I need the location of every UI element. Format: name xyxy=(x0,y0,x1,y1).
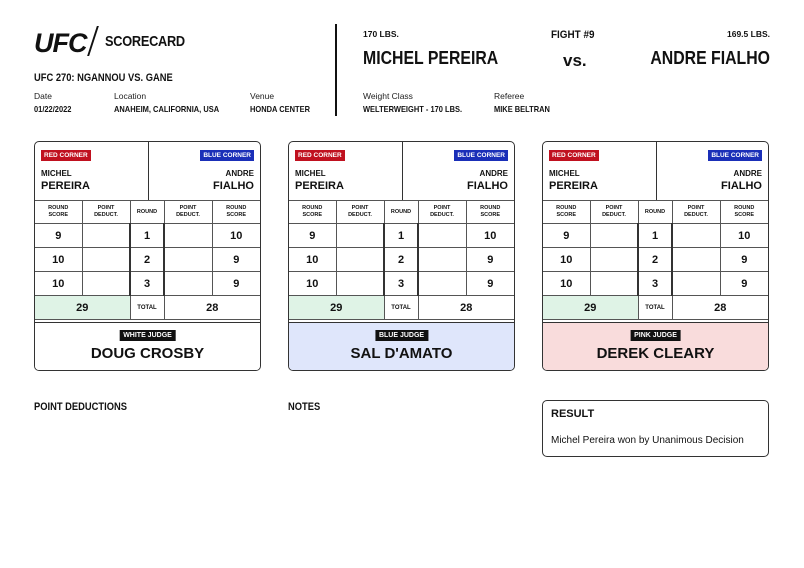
round-row xyxy=(35,272,260,296)
vs-label: vs. xyxy=(563,51,587,70)
red-point-deduction xyxy=(590,272,638,296)
total-row xyxy=(35,296,260,320)
total-row xyxy=(543,296,768,320)
blue-round-score: 10 xyxy=(466,224,514,248)
red-fighter-name: MICHEL PEREIRA xyxy=(363,48,499,68)
total-label: TOTAL xyxy=(384,296,418,320)
header-divider xyxy=(335,24,337,116)
blue-corner-badge: BLUE CORNER xyxy=(708,150,762,161)
blue-first-name: ANDRE xyxy=(733,169,762,178)
red-first-name: MICHEL xyxy=(549,169,580,178)
round-row xyxy=(35,248,260,272)
blue-total: 28 xyxy=(672,296,768,320)
total-label: TOTAL xyxy=(638,296,672,320)
venue-label: Venue xyxy=(250,91,275,101)
judge-scorecard xyxy=(288,141,515,371)
date-value: 01/22/2022 xyxy=(34,104,72,114)
red-total: 29 xyxy=(543,296,638,320)
judge-badge: BLUE JUDGE xyxy=(375,330,428,341)
round-number: 1 xyxy=(130,224,164,248)
blue-round-score: 10 xyxy=(720,224,768,248)
date-label: Date xyxy=(34,91,52,101)
blue-fighter-weight: 169.5 LBS. xyxy=(727,29,770,39)
score-table xyxy=(35,200,260,320)
blue-round-score: 9 xyxy=(212,248,260,272)
blue-point-deduction xyxy=(418,224,466,248)
notes-title: NOTES xyxy=(288,401,321,413)
red-round-score: 10 xyxy=(543,248,590,272)
red-last-name: PEREIRA xyxy=(549,180,598,192)
red-first-name: MICHEL xyxy=(295,169,326,178)
ufc-logo: UFC xyxy=(34,28,87,58)
location-label: Location xyxy=(114,91,147,101)
round-row xyxy=(543,272,768,296)
round-number: 2 xyxy=(384,248,418,272)
scorecard-title: SCORECARD xyxy=(105,33,185,50)
red-round-score: 9 xyxy=(35,224,82,248)
round-number: 2 xyxy=(130,248,164,272)
judge-scorecard xyxy=(34,141,261,371)
blue-last-name: FIALHO xyxy=(721,180,762,192)
round-row xyxy=(289,272,514,296)
red-last-name: PEREIRA xyxy=(41,180,90,192)
score-table-header xyxy=(35,201,260,224)
corner-divider xyxy=(402,142,403,200)
blue-round-score: 10 xyxy=(212,224,260,248)
round-number: 1 xyxy=(384,224,418,248)
round-header: ROUND xyxy=(130,201,164,224)
total-row xyxy=(289,296,514,320)
score-table-header xyxy=(543,201,768,224)
round-number: 3 xyxy=(130,272,164,296)
location-value: ANAHEIM, CALIFORNIA, USA xyxy=(114,104,220,114)
round-score-header: ROUND SCORE xyxy=(212,201,260,224)
red-point-deduction xyxy=(336,224,384,248)
point-deduct-header: POINT DEDUCT. xyxy=(164,201,212,224)
red-point-deduction xyxy=(82,272,130,296)
point-deduct-header: POINT DEDUCT. xyxy=(418,201,466,224)
blue-round-score: 9 xyxy=(212,272,260,296)
round-score-header: ROUND SCORE xyxy=(720,201,768,224)
judge-area xyxy=(35,322,260,371)
point-deduct-header: POINT DEDUCT. xyxy=(590,201,638,224)
red-total: 29 xyxy=(289,296,384,320)
round-number: 1 xyxy=(638,224,672,248)
blue-first-name: ANDRE xyxy=(479,169,508,178)
blue-point-deduction xyxy=(164,224,212,248)
blue-round-score: 9 xyxy=(466,248,514,272)
round-row xyxy=(35,224,260,248)
red-round-score: 10 xyxy=(35,248,82,272)
red-point-deduction xyxy=(336,272,384,296)
corner-header xyxy=(289,142,514,200)
referee-label: Referee xyxy=(494,91,525,101)
weight-class-value: WELTERWEIGHT - 170 LBS. xyxy=(363,104,463,114)
judge-area xyxy=(289,322,514,371)
score-table xyxy=(543,200,768,320)
red-total: 29 xyxy=(35,296,130,320)
blue-first-name: ANDRE xyxy=(225,169,254,178)
score-table-header xyxy=(289,201,514,224)
round-row xyxy=(289,224,514,248)
red-round-score: 9 xyxy=(289,224,336,248)
judge-badge: PINK JUDGE xyxy=(630,330,681,341)
result-title: RESULT xyxy=(551,408,595,420)
blue-last-name: FIALHO xyxy=(467,180,508,192)
round-number: 3 xyxy=(638,272,672,296)
blue-last-name: FIALHO xyxy=(213,180,254,192)
round-score-header: ROUND SCORE xyxy=(466,201,514,224)
score-table xyxy=(289,200,514,320)
red-point-deduction xyxy=(336,248,384,272)
red-round-score: 10 xyxy=(543,272,590,296)
round-header: ROUND xyxy=(384,201,418,224)
red-point-deduction xyxy=(82,248,130,272)
point-deduct-header: POINT DEDUCT. xyxy=(672,201,720,224)
round-row xyxy=(289,248,514,272)
blue-fighter-name: ANDRE FIALHO xyxy=(650,48,770,68)
corner-header xyxy=(35,142,260,200)
round-score-header: ROUND SCORE xyxy=(35,201,82,224)
blue-round-score: 9 xyxy=(720,272,768,296)
red-corner-badge: RED CORNER xyxy=(295,150,345,161)
corner-header xyxy=(543,142,768,200)
round-number: 2 xyxy=(638,248,672,272)
result-box xyxy=(542,400,769,457)
round-score-header: ROUND SCORE xyxy=(289,201,336,224)
red-round-score: 10 xyxy=(289,272,336,296)
weight-class-label: Weight Class xyxy=(363,91,413,101)
judge-name: SAL D'AMATO xyxy=(350,345,453,362)
red-round-score: 10 xyxy=(289,248,336,272)
total-label: TOTAL xyxy=(130,296,164,320)
blue-round-score: 9 xyxy=(466,272,514,296)
event-name: UFC 270: NGANNOU VS. GANE xyxy=(34,72,173,84)
red-last-name: PEREIRA xyxy=(295,180,344,192)
red-point-deduction xyxy=(82,224,130,248)
corner-divider xyxy=(656,142,657,200)
point-deduct-header: POINT DEDUCT. xyxy=(82,201,130,224)
blue-point-deduction xyxy=(672,272,720,296)
point-deduct-header: POINT DEDUCT. xyxy=(336,201,384,224)
red-corner-badge: RED CORNER xyxy=(549,150,599,161)
blue-point-deduction xyxy=(418,248,466,272)
referee-value: MIKE BELTRAN xyxy=(494,104,550,114)
venue-value: HONDA CENTER xyxy=(250,104,310,114)
point-deductions-title: POINT DEDUCTIONS xyxy=(34,401,127,413)
round-header: ROUND xyxy=(638,201,672,224)
round-number: 3 xyxy=(384,272,418,296)
blue-corner-badge: BLUE CORNER xyxy=(200,150,254,161)
judge-name: DOUG CROSBY xyxy=(90,345,205,362)
blue-total: 28 xyxy=(164,296,260,320)
blue-point-deduction xyxy=(672,224,720,248)
logo-divider xyxy=(87,26,99,56)
fight-number: FIGHT #9 xyxy=(551,29,595,41)
red-corner-badge: RED CORNER xyxy=(41,150,91,161)
blue-point-deduction xyxy=(164,248,212,272)
blue-total: 28 xyxy=(418,296,514,320)
red-round-score: 9 xyxy=(543,224,590,248)
result-text: Michel Pereira won by Unanimous Decision xyxy=(551,435,744,446)
red-round-score: 10 xyxy=(35,272,82,296)
round-score-header: ROUND SCORE xyxy=(543,201,590,224)
judge-name: DEREK CLEARY xyxy=(596,345,715,362)
judge-badge: WHITE JUDGE xyxy=(119,330,176,341)
judge-scorecard xyxy=(542,141,769,371)
judge-area xyxy=(543,322,768,371)
blue-point-deduction xyxy=(672,248,720,272)
blue-corner-badge: BLUE CORNER xyxy=(454,150,508,161)
blue-point-deduction xyxy=(418,272,466,296)
red-fighter-weight: 170 LBS. xyxy=(363,29,399,39)
round-row xyxy=(543,248,768,272)
red-first-name: MICHEL xyxy=(41,169,72,178)
corner-divider xyxy=(148,142,149,200)
round-row xyxy=(543,224,768,248)
red-point-deduction xyxy=(590,224,638,248)
blue-point-deduction xyxy=(164,272,212,296)
red-point-deduction xyxy=(590,248,638,272)
blue-round-score: 9 xyxy=(720,248,768,272)
